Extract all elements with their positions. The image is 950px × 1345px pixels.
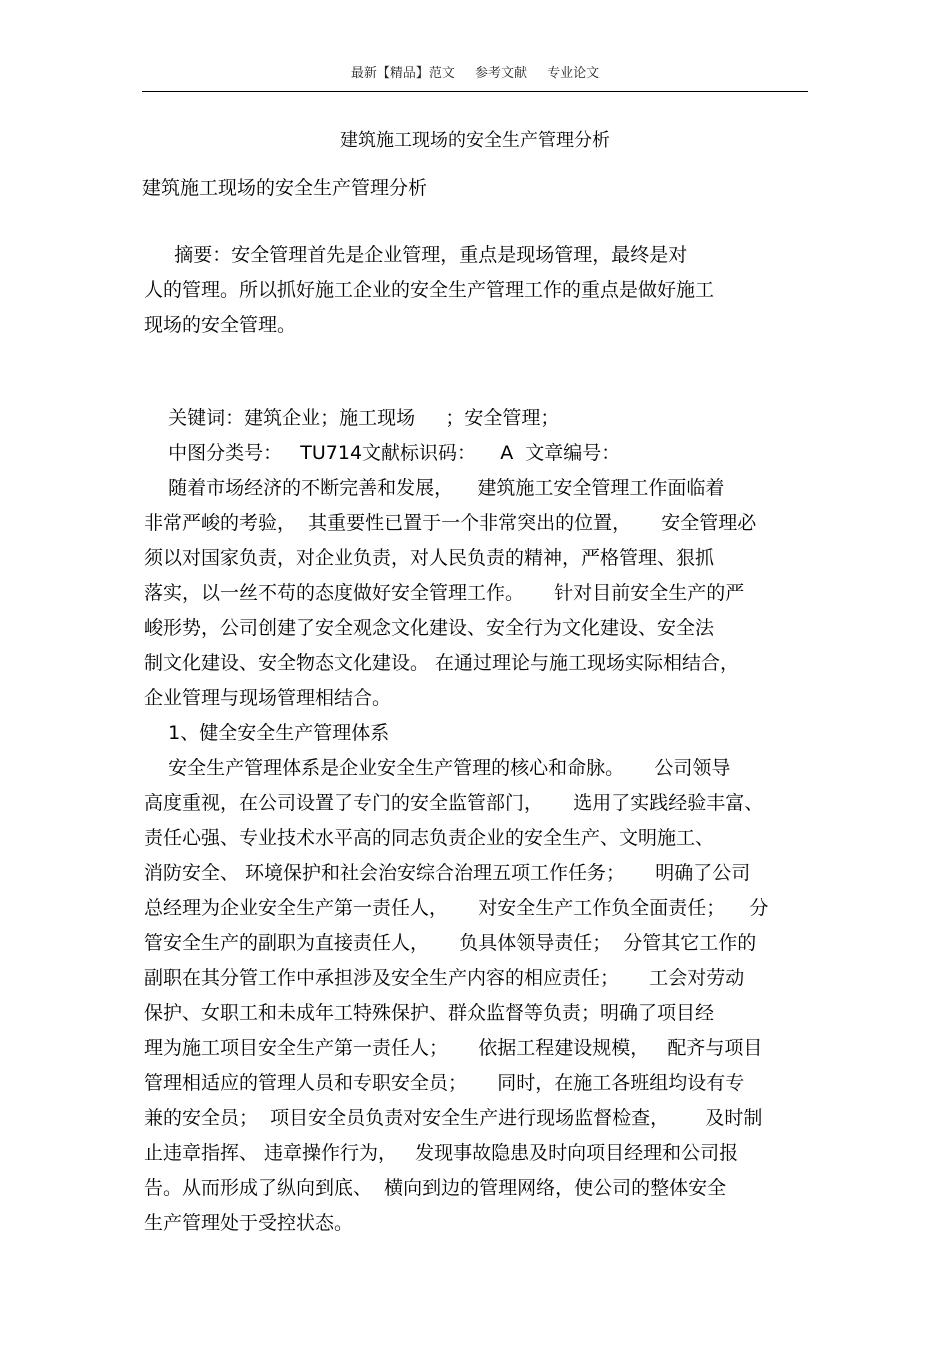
body-line: 制文化建设、安全物态文化建设。 在通过理论与施工现场实际相结合， (144, 652, 740, 674)
body-line: 企业管理与现场管理相结合。 (144, 687, 392, 709)
body-line: 消防安全、 环境保护和社会治安综合治理五项工作任务； 明确了公司 (144, 862, 751, 884)
abstract-paragraph (144, 238, 808, 343)
page-header (142, 64, 808, 92)
section-heading: 1、健全安全生产管理体系 (144, 722, 390, 744)
body-line: 峻形势，公司创建了安全观念文化建设、安全行为文化建设、安全法 (144, 617, 715, 639)
blank-gap (144, 378, 808, 401)
header-item-fanwen: 最新【精品】范文 (350, 66, 455, 81)
body-line: 告。从而形成了纵向到底、 横向到边的管理网络，使公司的整体安全 (144, 1177, 727, 1199)
abstract-line: 摘要：安全管理首先是企业管理，重点是现场管理，最终是对 (144, 244, 688, 266)
main-text (144, 471, 808, 1241)
body-line: 须以对国家负责，对企业负责，对人民负责的精神，严格管理、狠抓 (144, 547, 715, 569)
document-body (144, 238, 808, 1241)
header-item-references: 参考文献 (474, 66, 527, 81)
body-line: 非常严峻的考验， 其重要性已置于一个非常突出的位置， 安全管理必 (144, 512, 757, 534)
keywords-line: 关键词：建筑企业；施工现场 ；安全管理； (144, 407, 560, 429)
document-title: 建筑施工现场的安全生产管理分析 (340, 130, 610, 151)
abstract-line: 现场的安全管理。 (144, 314, 297, 336)
body-line: 随着市场经济的不断完善和发展， 建筑施工安全管理工作面临着 (144, 477, 725, 499)
body-line: 生产管理处于受控状态。 (144, 1212, 354, 1234)
body-line: 总经理为企业安全生产第一责任人， 对安全生产工作负全面责任； 分 (144, 897, 769, 919)
body-line: 落实，以一丝不苟的态度做好安全管理工作。 针对目前安全生产的严 (144, 582, 745, 604)
body-line: 理为施工项目安全生产第一责任人； 依据工程建设规模， 配齐与项目 (144, 1037, 763, 1059)
body-line: 安全生产管理体系是企业安全生产管理的核心和命脉。 公司领导 (144, 757, 731, 779)
body-line: 管理相适应的管理人员和专职安全员； 同时，在施工各班组均设有专 (144, 1072, 745, 1094)
header-item-papers: 专业论文 (547, 66, 600, 81)
classification-line: 中图分类号： TU714文献标识码： A 文章编号： (144, 442, 621, 464)
blank-line (144, 343, 808, 378)
body-line: 止违章指挥、 违章操作行为， 发现事故隐患及时向项目经理和公司报 (144, 1142, 739, 1164)
document-subtitle: 建筑施工现场的安全生产管理分析 (142, 177, 428, 199)
body-line: 责任心强、专业技术水平高的同志负责企业的安全生产、文明施工、 (144, 827, 715, 849)
body-line: 管安全生产的副职为直接责任人， 负具体领导责任； 分管其它工作的 (144, 932, 757, 954)
meta-info (144, 401, 808, 471)
abstract-line: 人的管理。所以抓好施工企业的安全生产管理工作的重点是做好施工 (144, 279, 715, 301)
body-line: 兼的安全员； 项目安全员负责对安全生产进行现场监督检查， 及时制 (144, 1107, 763, 1129)
body-line: 保护、女职工和未成年工特殊保护、群众监督等负责；明确了项目经 (144, 1002, 715, 1024)
body-line: 副职在其分管工作中承担涉及安全生产内容的相应责任； 工会对劳动 (144, 967, 745, 989)
body-line: 高度重视，在公司设置了专门的安全监管部门， 选用了实践经验丰富、 (144, 792, 764, 814)
